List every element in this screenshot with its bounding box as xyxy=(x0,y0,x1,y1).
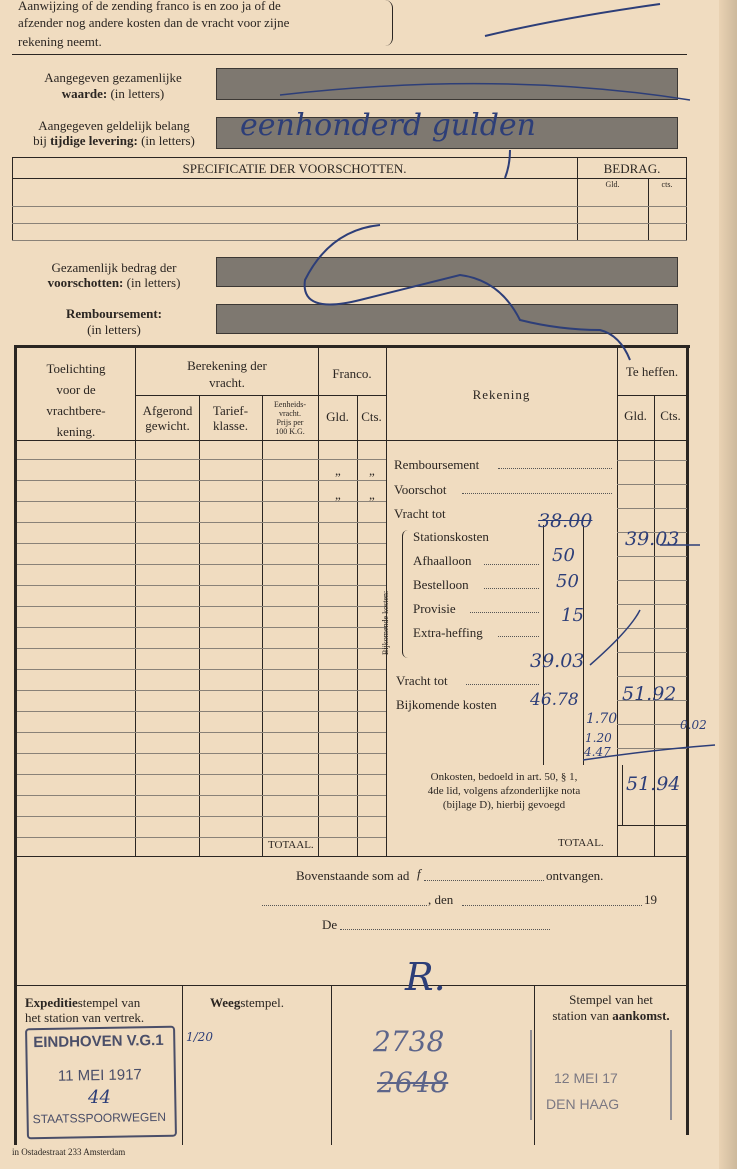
hw-vracht: 39.03 xyxy=(530,650,585,672)
ditto-mark: „ xyxy=(369,463,375,478)
stamp-area-top xyxy=(17,985,689,986)
amount-field[interactable] xyxy=(424,880,544,881)
ditto-mark: „ xyxy=(335,463,341,478)
waarde-label-line2: waarde: (in letters) xyxy=(61,86,165,101)
franco-instruction-line2: afzender nog andere kosten dan de vracht voor zijne xyxy=(18,15,290,30)
printer-footer: in Ostadestraat 233 Amsterdam xyxy=(12,1147,126,1157)
hw-bijkomend-heffen: 51.92 xyxy=(622,683,677,705)
berekening-header: Berekening der vracht. xyxy=(187,358,267,390)
remb-label-line2: (in letters) xyxy=(87,322,141,337)
denhaag-stamp xyxy=(530,1030,672,1120)
hw-number2: 2648 xyxy=(377,1066,449,1099)
hw-mark: 1/20 xyxy=(186,1030,213,1044)
ditto-mark: „ xyxy=(335,487,341,502)
belang-label-line1: Aangegeven geldelijk belang xyxy=(38,118,190,133)
bijk-vertical-label: Bijkomende kosten: xyxy=(381,590,390,655)
ditto-mark: „ xyxy=(369,487,375,502)
stamp2-line2: DEN HAAG xyxy=(546,1096,620,1112)
teheffen-header: Te heffen. xyxy=(625,364,679,379)
hw-number1: 2738 xyxy=(373,1025,445,1058)
spec-bedrag: BEDRAG. xyxy=(603,161,661,176)
remb-label-line1: Remboursement: xyxy=(65,306,163,321)
hw-provisie: 15 xyxy=(561,605,584,626)
hw-r: R. xyxy=(405,955,446,999)
stamp1-number: 44 xyxy=(88,1087,111,1108)
eindhoven-stamp xyxy=(25,1026,177,1140)
teheffen-gld: Gld. xyxy=(624,408,647,423)
item-bestelloon: Bestelloon xyxy=(413,577,469,592)
spec-cts: cts. xyxy=(661,180,673,189)
item-stationskosten: Stationskosten xyxy=(413,529,489,544)
voorschot-label-line1: Gezamenlijk bedrag der xyxy=(51,260,177,275)
hw-bijkomend: 46.78 xyxy=(530,690,579,710)
stamp1-line1: EINDHOVEN V.G.1 xyxy=(33,1031,164,1052)
expeditie-label: Expeditiestempel van xyxy=(25,995,141,1010)
franco-instruction-line3: rekening neemt. xyxy=(18,34,102,49)
afgerond-header: Afgerond gewicht. xyxy=(142,403,193,433)
stamp1-line2: 11 MEI 1917 xyxy=(57,1066,142,1085)
onkosten-text: Onkosten, bedoeld in art. 50, § 1, 4de lid, volgens afzonderlijke nota (bijlage D), hierbij gevoegd xyxy=(427,771,581,811)
ontvangen-label: ontvangen. xyxy=(546,868,604,883)
teheffen-cts: Cts. xyxy=(660,408,681,423)
expeditie-label-2: het station van vertrek. xyxy=(25,1010,145,1025)
totaal-left: TOTAAL. xyxy=(268,839,314,851)
hw-extra3: 1.20 xyxy=(585,731,612,745)
weeg-label: Weegstempel. xyxy=(210,995,285,1010)
item-afhaalloon: Afhaalloon xyxy=(413,553,472,568)
den-label: , den xyxy=(428,892,454,907)
hw-station-heffen: 39.03 xyxy=(625,528,680,550)
franco-cts: Cts. xyxy=(361,409,382,424)
eenheid-header: Eenheids- vracht. Prijs per 100 K.G. xyxy=(274,400,306,436)
spec-title: SPECIFICATIE DER VOORSCHOTTEN. xyxy=(182,161,407,176)
date-field[interactable] xyxy=(462,905,642,906)
item-provisie: Provisie xyxy=(413,601,456,616)
stamp2-line1: 12 MEI 17 xyxy=(554,1070,618,1086)
de-label: De xyxy=(322,917,338,932)
franco-header: Franco. xyxy=(332,366,372,381)
item-voorschot: Voorschot xyxy=(394,482,447,497)
aankomst-label-2: station van aankomst. xyxy=(552,1008,670,1023)
aankomst-label-1: Stempel van het xyxy=(569,992,653,1007)
hw-extra2: 0.02 xyxy=(680,718,707,732)
hw-onkosten: 51.94 xyxy=(626,773,681,795)
hw-stationskosten: 38.00 xyxy=(538,510,593,532)
rekening-header: Rekening xyxy=(472,387,531,402)
waarde-label-line1: Aangegeven gezamenlijke xyxy=(44,70,182,85)
hw-extra1: 1.70 xyxy=(586,711,618,727)
signature-field[interactable] xyxy=(340,929,550,930)
franco-gld: Gld. xyxy=(326,409,349,424)
stamp1-line3: STAATSSPOORWEGEN xyxy=(32,1109,167,1127)
belang-label-line2: bij tijdige levering: (in letters) xyxy=(33,133,195,148)
item-extra-heffing: Extra-heffing xyxy=(413,625,483,640)
hw-bestelloon: 50 xyxy=(556,571,579,592)
item-vracht-tot-2: Vracht tot xyxy=(396,673,448,688)
totaal-right: TOTAAL. xyxy=(558,837,604,849)
tarief-header: Tarief- klasse. xyxy=(212,403,249,433)
franco-instruction-line1: Aanwijzing of de zending franco is en zoo ja of de xyxy=(18,0,281,13)
item-vracht-tot: Vracht tot xyxy=(394,506,446,521)
voorschot-label-line2: voorschotten: (in letters) xyxy=(47,275,181,290)
f-symbol: f xyxy=(417,866,421,881)
place-field[interactable] xyxy=(262,905,427,906)
belang-handwriting: eenhonderd gulden xyxy=(240,108,536,143)
bovenstaande-label: Bovenstaande som ad xyxy=(296,868,410,883)
spec-gld: Gld. xyxy=(605,180,620,189)
hw-extra4: 4.47 xyxy=(584,745,611,759)
item-remboursement: Remboursement xyxy=(394,457,480,472)
year-label: 19 xyxy=(644,892,657,907)
item-bijkomende-kosten: Bijkomende kosten xyxy=(396,697,497,712)
hw-afhaalloon: 50 xyxy=(552,545,575,566)
toelichting-header: Toelichting voor de vrachtbere- kening. xyxy=(46,361,106,439)
